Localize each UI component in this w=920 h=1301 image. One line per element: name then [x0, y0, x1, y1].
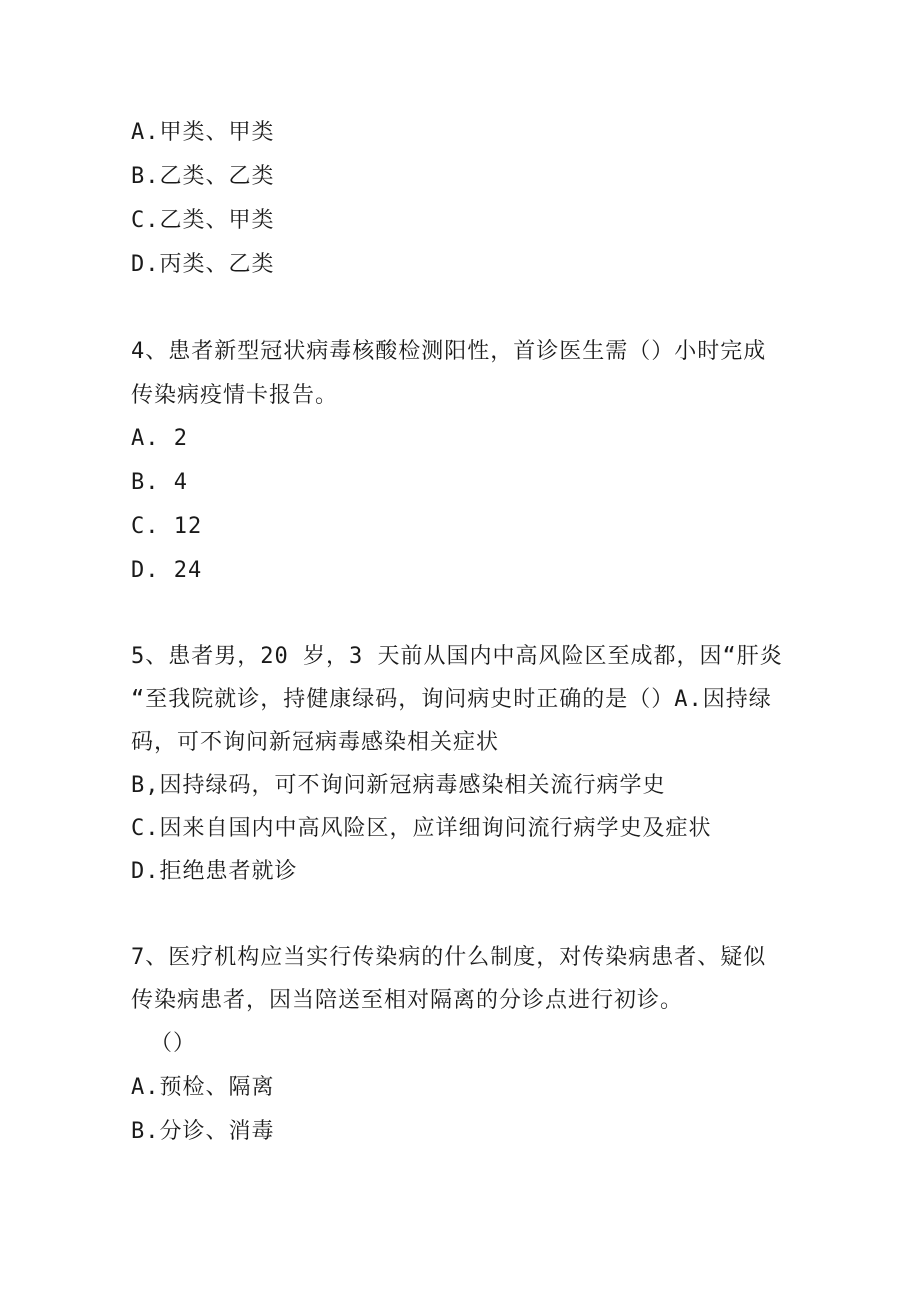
q5-stem-line-1: 5、患者男，20 岁，3 天前从国内中高风险区至成都，因“肝炎	[131, 644, 783, 669]
q5-option-b: B,因持绿码，可不询问新冠病毒感染相关流行病学史	[131, 773, 666, 798]
q5-option-d: D.拒绝患者就诊	[131, 859, 298, 884]
q4-option-d: D. 24	[131, 558, 203, 583]
q7-stem-line-2: 传染病患者，因当陪送至相对隔离的分诊点进行初诊。	[131, 988, 684, 1013]
q5-option-c: C.因来自国内中高风险区，应详细询问流行病学史及症状	[131, 816, 712, 841]
q5-stem-line-3: 码，可不询问新冠病毒感染相关症状	[131, 730, 500, 755]
q5-stem-line-2: “至我院就诊，持健康绿码，询问病史时正确的是（）A.因持绿	[131, 687, 772, 712]
q3-option-a: A.甲类、甲类	[131, 120, 275, 145]
q7-answer-paren: （）	[150, 1031, 197, 1056]
q7-option-b: B.分诊、消毒	[131, 1119, 275, 1144]
q4-stem-line-1: 4、患者新型冠状病毒核酸检测阳性，首诊医生需（）小时完成	[131, 339, 767, 364]
q4-option-a: A. 2	[131, 426, 188, 451]
q4-option-b: B. 4	[131, 470, 188, 495]
q3-option-c: C.乙类、甲类	[131, 208, 275, 233]
q7-option-a: A.预检、隔离	[131, 1075, 275, 1100]
q3-option-b: B.乙类、乙类	[131, 164, 275, 189]
q4-stem-line-2: 传染病疫情卡报告。	[131, 383, 339, 408]
q4-option-c: C. 12	[131, 514, 203, 539]
q3-option-d: D.丙类、乙类	[131, 252, 275, 277]
q7-stem-line-1: 7、医疗机构应当实行传染病的什么制度，对传染病患者、疑似	[131, 945, 767, 970]
